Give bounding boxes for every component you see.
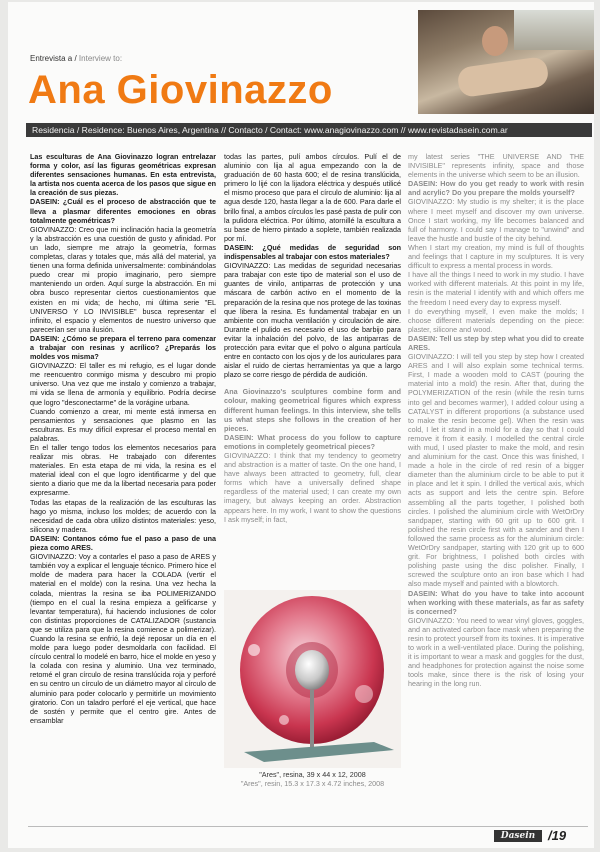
english-answer-2-paragraph-4: I do everything myself, I even make the molds; I choose different materials depending on the piece: plaster, silicone and wood. (408, 306, 584, 334)
footer-divider (28, 826, 588, 827)
dasein-logo: Dasein (494, 830, 542, 842)
english-answer-2-paragraph-2: When I start my creation, my mind is full of thoughts and feelings that I capture in my sculptures. It is very difficult to express a mental process in words. (408, 242, 584, 271)
english-question-4: DASEIN: What do you have to take into account when working with these materials, as far as safety is concerned? (408, 588, 584, 616)
answer-3-continued: todas las partes, pulí ambos círculos. Pulí el de aluminio con lija al agua empezando con la de graduación de 60 hasta 600; el de resina translúcida, primero lo lijé con la lijadora eléctrica y después utilicé el mismo proceso que para el círculo de aluminio: lija al agua desde 120, hasta llegar a la de 600. Para darle el brillo final, a ambos círculos les pasé pasta de pulir con la pulidora eléctrica. Por último, atornillé la escultura a su base de hierro pintado a soplete, también realizada por mí. (224, 152, 401, 243)
photo-artist-head (482, 26, 508, 56)
kicker-spanish: Entrevista a / (30, 54, 77, 63)
question-3: DASEIN: Contanos cómo fue el paso a paso de una pieza como ARES. (30, 533, 216, 553)
english-answer-3: GIOVINAZZO: I will tell you step by step how I created ARES and I will also explain some technical terms. First, I made a wooden mold to CAST (pouring the material into a mold) the resin. After that, during the POLYMERIZATION of the resin (while the resin turns into gel and becomes warmer), I added colour using a CATALYST in different proportions (a substance used to make the resin become gel). When the resin was cold, I let it stand in a mold for a day so that I could remove it from it easily. I modelled the central circle with mud, I used plaster to make the mold, and resin and aluminium for the cast. Once this was finished, I made a hole in the circle of red resin of a bigger diameter than the aluminium circle to be able to put it in place and let it spin. I drilled the vertical axis, which acts as support and lets the centre spin. Before assembling all the parts together, I polished both circles. I polished the aluminium circle with WetOrDry sandpaper, starting with 60 grit up to 600 grit. I polished the resin circle first with a sander and then I followed the same process as for the aluminium circle: WetOrDry sandpaper, starting with 120 grit up to 600 grit. For brightness, I polished both circles with polishing paste using the disc polisher. Finally, I screwed the sculpture onto an iron base which I had also made myself and painted with a blowtorch. (408, 352, 584, 589)
answer-3: GIOVINAZZO: Voy a contarles el paso a paso de ARES y también voy a explicar el lenguaje técnico. Primero hice el molde de madera para hacer la COLADA (vertir el material en el molde) con la resina. Una vez hecha la colada, mientras la resina se iba POLIMERIZANDO (tiempo en el cual la resina empieza a gelificarse y levantar temperatura), fui haciendo inclusiones de color con distintas proporciones de CATALIZADOR (sustancia que se utiliza para que la resina comience a polimerizar). Cuando la resina se enfrió, la dejé reposar un día en el molde para luego poder desmoldarla con facilidad. El círculo central lo modelé en barro, hice el molde en yeso y la colada con resina y aluminio. Una vez terminado, retomé el gran círculo de resina translúcida roja y perforé en su centro un círculo de un diámetro mayor al círculo de aluminio para poder colocarlo y permitirle un movimiento giratorio. Con un taladro perforé el eje vertical, que hace de sostén y permite que el centro gire. Antes de ensamblar (30, 552, 216, 725)
column-spanish-1 (30, 152, 216, 725)
question-2: DASEIN: ¿Cómo se prepara el terreno para comenzar a trabajar con resinas y acrílico? ¿Preparás los moldes vos misma? (30, 333, 216, 362)
aluminium-center (295, 650, 329, 690)
english-answer-1: GIOVINAZZO: I think that my tendency to geometry and abstraction is a matter of taste. On the one hand, I have always been attracted to geometry, full, clear forms which have a universally defined shape regardless of the material used; I can create my own imagery, but always keeping an order. Abstraction appears here. In my work, I want to show the questions I ask myself; in fact, (224, 451, 401, 524)
figure-caption (224, 770, 401, 788)
iron-base (244, 742, 394, 762)
page-title: Ana Giovinazzo (28, 68, 333, 112)
english-question-1: DASEIN: What process do you follow to capture emotions in completely geometrical pieces? (224, 432, 401, 451)
question-1: DASEIN: ¿Cuál es el proceso de abstracción que te lleva a plasmar diferentes emociones en obras totalmente geométricas? (30, 197, 216, 225)
intro-lead: Las esculturas de Ana Giovinazzo logran entrelazar forma y color, así las figuras geométricas expresan diferentes sensaciones humanas. En esta entrevista, la artista nos cuenta acerca de los pasos que sigue en la creación de sus piezas. (30, 152, 216, 198)
answer-4: GIOVINAZZO: Las medidas de seguridad necesarias para trabajar con este tipo de material son el uso de guantes de vinilo, antiparras de protección y una máscara de carbón activo en el momento de la preparación de la resina que nos protege de las toxinas que libera la resina. Es fundamental trabajar en un ambiente con mucha ventilación y circulación de aire. Durante el pulido es necesario el uso de barbijo para evitar la inhalación del polvo, de las antiparras de protección para evitar que el polvo o alguna partícula entre en contacto con los ojos y de los auriculares para aislar el ruido de ciertas herramientas ya que a largo plazo se corre riesgo de pérdida de audición. (224, 261, 402, 380)
page-number: /19 (548, 828, 567, 843)
english-answer-2: GIOVINAZZO: My studio is my shelter; it is the place where I meet myself and discover my own universe. Once I start working, my life becomes balanced and full of harmony. I could say I manage to "unwind" and leave the hustle and bustle of the city behind. (408, 197, 584, 243)
sculpture-ares-illustration (224, 590, 401, 768)
caption-spanish: "Ares", resina, 39 x 44 x 12, 2008 (259, 770, 366, 779)
photo-background (514, 10, 594, 50)
answer-1: GIOVINAZZO: Creo que mi inclinación hacia la geometría y la abstracción es una cuestión de gusto y afinidad. Por un lado, siempre me atrajo la geometría, formas completas, claras y totales que, más allá del material, ya tienen una forma definida universalmente: combinándolas puedo crear mi propio imaginario, pero siempre manteniendo un orden. Aquí surge la abstracción. En mi obra busco representar ciertos cuestionamientos que existen en mi vida; de hecho, mi última serie "EL UNIVERSO Y LO INVISIBLE" busca representar el infinito, el espacio y elementos de nuestro universo que parecerían ser una ilusión. (30, 224, 216, 334)
sculpture-photo (224, 590, 401, 768)
photo-artist-arm (456, 56, 549, 98)
interview-kicker (30, 54, 122, 63)
vertical-axis (310, 690, 314, 748)
column-english (408, 152, 584, 689)
residence-contact-bar: Residencia / Residence: Buenos Aires, Argentina // Contacto / Contact: www.anagiovinazzo.com // www.revistadasein.com.ar (26, 123, 592, 137)
magazine-page (8, 2, 594, 848)
english-answer-4: GIOVINAZZO: You need to wear vinyl gloves, goggles, and an activated carbon face mask when preparing the resin to protect yourself from its toxines. It is imperative to work in a well-ventilated place. During the polishing, it is important to wear a mask and goggles for the dust, and headphones for protection against the noise some tools make, since there is the risk of losing your hearing in the long run. (408, 615, 584, 689)
answer-2-paragraph-3: En el taller tengo todos los elementos necesarios para realizar mis obras. He trabajado con diferentes materiales. En esta etapa de mi vida, la resina es el material ideal con el que logro identificarme y del que siento a diario que me da la libertad necesaria para poder expresarme. (30, 443, 216, 498)
answer-2: GIOVINAZZO: El taller es mi refugio, es el lugar donde me reencuentro conmigo misma y descubro mi propio universo. Una vez que me instalo y comienzo a trabajar, mi vida se llena de armonía y equilibrio. Podría decirse que logro "desconectarme" de la vorágine urbana. (30, 361, 216, 407)
question-4: DASEIN: ¿Qué medidas de seguridad son indispensables al trabajar con estos materiales? (224, 242, 401, 262)
column-spanish-2 (224, 152, 401, 524)
english-question-3: DASEIN: Tell us step by step what you did to create ARES. (408, 333, 584, 352)
answer-2-paragraph-2: Cuando comienzo a crear, mi mente está inmersa en pensamientos y sensaciones que plasmo en las esculturas. Es muy difícil expresar el proceso mental en palabras. (30, 406, 216, 443)
english-intro-lead: Ana Giovinazzo's sculptures combine form and colour, making geometrical figures which express different human feelings. In this interview, she tells us what steps she follows in the creation of her pieces. (224, 387, 401, 433)
spacer (224, 379, 401, 387)
english-answer-1-continued: my latest series "THE UNIVERSE AND THE INVISIBLE" represents infinity, space and those elements in the universe which seem to be an illusion. (408, 152, 584, 180)
english-answer-2-paragraph-3: I have all the things I need to work in my studio. I have worked with different materials. At this point in my life, resin is the material I identify with and which offers me the freedom I need every day to express myself. (408, 270, 584, 307)
kicker-english: Interview to: (78, 54, 123, 63)
caption-english: "Ares", resin, 15.3 x 17.3 x 4.72 inches, 2008 (240, 779, 385, 788)
artist-photo (418, 10, 594, 114)
answer-2-paragraph-4: Todas las etapas de la realización de las esculturas las hago yo misma, incluso los moldes; de acuerdo con la necesidad de cada obra utilizo distintos materiales: yeso, silicona y madera. (30, 497, 216, 534)
english-question-2: DASEIN: How do you get ready to work with resin and acrylic? Do you prepare the molds yourself? (408, 179, 584, 198)
